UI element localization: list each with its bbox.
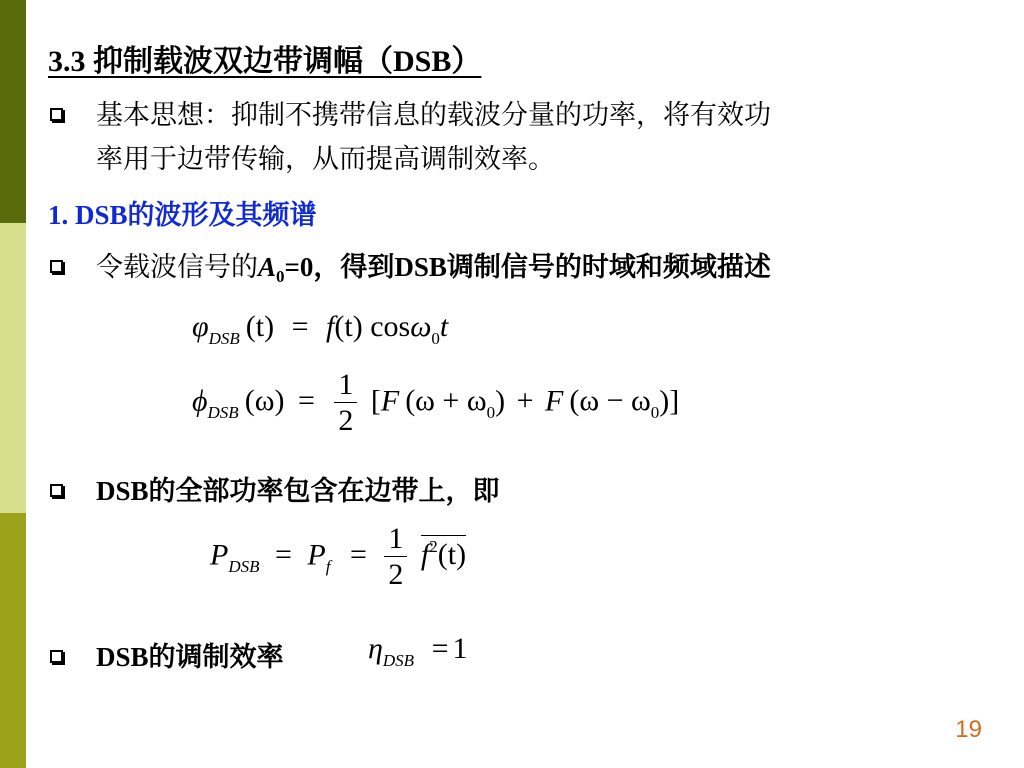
eq1-omega: ω: [410, 310, 432, 343]
equation-time-domain: [192, 310, 449, 348]
checkbox-bullet-icon: [50, 484, 63, 497]
eq3-fraction: [384, 522, 407, 593]
bullet-1-line-2: 率用于边带传输，从而提高调制效率。: [96, 144, 555, 174]
eq1-cos: cos: [370, 310, 411, 343]
eq2-arg1-close: ): [495, 384, 506, 418]
eq2-frac-den: 2: [338, 404, 354, 437]
eq2-arg: (ω): [244, 384, 285, 418]
eq3-f-arg: (t): [437, 538, 467, 572]
section-heading: 1. DSB的波形及其频谱: [48, 200, 317, 230]
eq3-equals-1: =: [275, 538, 292, 572]
bullet-2-sub: 0: [276, 267, 285, 286]
eq1-f: f: [326, 310, 335, 343]
eq2-arg2-sub: 0: [650, 403, 660, 423]
checkbox-bullet-icon: [50, 260, 63, 273]
bullet-1-line-1: 基本思想：抑制不携带信息的载波分量的功率，将有效功: [96, 100, 771, 130]
eq1-f-arg: (t): [334, 310, 363, 343]
sidebar-decoration: [0, 0, 26, 768]
eq3-Pf: P: [307, 538, 326, 572]
eq4-eta-sub: DSB: [382, 651, 415, 670]
bullet-4: DSB的调制效率: [96, 642, 284, 672]
eq1-phi: φ: [192, 310, 209, 343]
eq2-F1: F: [380, 384, 400, 418]
bullet-2-pre: 令载波信号的: [96, 252, 258, 282]
eq3-Pf-sub: f: [325, 557, 331, 577]
eq2-phi: ϕ: [192, 384, 208, 418]
checkbox-bullet-icon: [50, 108, 63, 121]
sidebar-segment-dark: [0, 0, 26, 223]
eq3-frac-num: 1: [384, 522, 407, 557]
bullet-2-post: =0，得到DSB调制信号的时域和频域描述: [284, 252, 771, 282]
checkbox-bullet-icon: [50, 650, 63, 663]
eq2-plus: +: [516, 384, 534, 418]
eq4-value: 1: [452, 632, 468, 665]
eq3-mean: [421, 535, 466, 571]
eq2-F2: F: [545, 384, 564, 418]
eq2-equals: =: [297, 384, 315, 418]
eq2-fraction: [334, 368, 357, 439]
eq3-frac-den: 2: [388, 558, 404, 591]
bullet-2-var: A: [258, 252, 277, 282]
eq3-P-sub: DSB: [228, 557, 260, 577]
equation-efficiency: [368, 632, 468, 670]
eq2-bracket-close: ]: [669, 384, 680, 418]
eq1-arg: (t): [245, 310, 275, 343]
eq2-bracket-open: [: [370, 384, 381, 418]
eq2-arg1: (ω + ω: [405, 384, 487, 418]
sidebar-segment-light: [0, 223, 26, 513]
eq4-equals: =: [431, 632, 449, 665]
sidebar-segment-mid: [0, 513, 26, 768]
eq2-arg2-close: ): [659, 384, 670, 418]
eq1-t: t: [439, 310, 449, 343]
eq3-f: f: [420, 538, 430, 572]
eq1-equals: =: [291, 310, 309, 343]
eq2-arg2: (ω − ω: [569, 384, 651, 418]
eq2-frac-num: 1: [334, 368, 357, 403]
slide-title: 3.3 抑制载波双边带调幅（DSB）: [48, 45, 482, 78]
eq4-eta: η: [368, 632, 383, 665]
eq1-omega-sub: 0: [431, 329, 440, 348]
equation-power: [210, 522, 466, 593]
eq2-sub: DSB: [207, 403, 239, 423]
bullet-2: [96, 245, 771, 293]
page-number: 19: [955, 716, 982, 743]
equation-frequency-domain: [192, 368, 679, 439]
eq2-arg1-sub: 0: [486, 403, 496, 423]
eq3-equals-2: =: [349, 538, 367, 572]
eq1-sub: DSB: [208, 329, 240, 348]
eq3-P: P: [210, 538, 229, 572]
bullet-3: DSB的全部功率包含在边带上，即: [96, 476, 500, 506]
eq3-f-sup: 2: [429, 537, 438, 557]
